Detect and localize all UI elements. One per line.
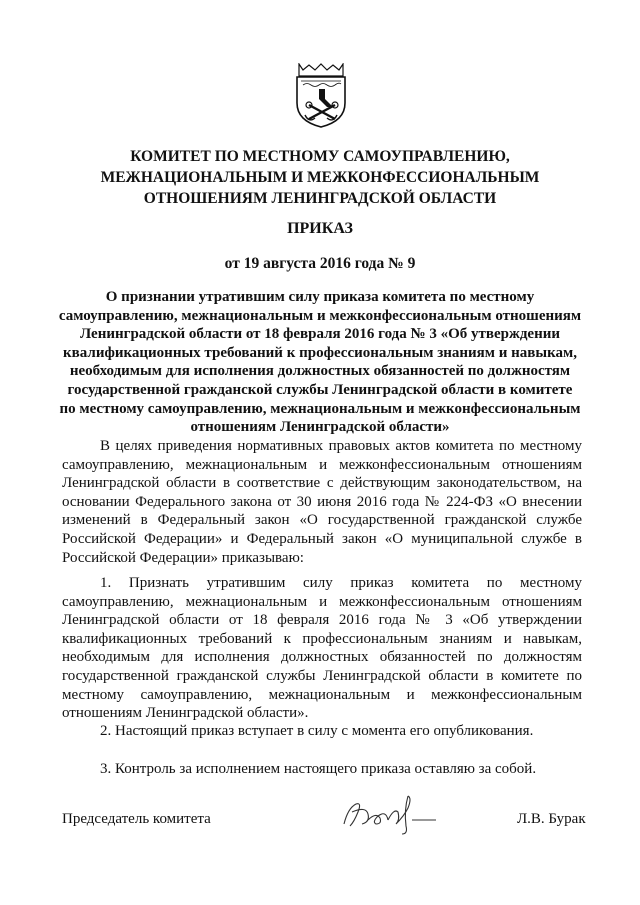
preamble-paragraph: В целях приведения нормативных правовых актов комитета по местному самоуправлению, межнациональным и межконфессиональным отношениям Ленинградской области в соответствие с действующим законодательством, на основании Федерального закона от 30 июня 2016 года № 224-ФЗ «О внесении изменений в Федеральный закон «О государственной гражданской службе Российской Федерации» и Федеральный закон «О муниципальной службе в Российской Федерации» приказываю: xyxy=(62,438,582,566)
org-line-1: КОМИТЕТ ПО МЕСТНОМУ САМОУПРАВЛЕНИЮ, xyxy=(130,148,510,165)
signatory-name: Л.В. Бурак xyxy=(517,811,586,827)
order-item-3: 3. Контроль за исполнением настоящего приказа оставляю за собой. xyxy=(100,761,537,777)
document-date: от 19 августа 2016 года № 9 xyxy=(224,255,416,272)
org-line-2: МЕЖНАЦИОНАЛЬНЫМ И МЕЖКОНФЕССИОНАЛЬНЫМ xyxy=(100,169,540,186)
organization-name xyxy=(60,146,580,209)
org-line-3: ОТНОШЕНИЯМ ЛЕНИНГРАДСКОЙ ОБЛАСТИ xyxy=(143,190,497,207)
signature-icon xyxy=(338,790,444,838)
document-type: ПРИКАЗ xyxy=(287,220,353,237)
order-item-2: 2. Настоящий приказ вступает в силу с момента его опубликования. xyxy=(100,723,534,739)
signatory-title: Председатель комитета xyxy=(62,811,211,827)
document-subject: О признании утратившим силу приказа комитета по местному самоуправлению, межнациональным и межконфессиональным отношениям Ленинградской области от 18 февраля 2016 года № 3 «Об утверждении квалификационных требований к профессиональным знаниям и навыкам, необходимым для исполнения должностных обязанностей по должностям государственной гражданской службы Ленинградской области в комитете по местному самоуправлению, межнациональным и межконфессиональным отношениям Ленинградской области» xyxy=(58,289,582,436)
order-item-1: 1. Признать утратившим силу приказ комитета по местному самоуправлению, межнациональным и межконфессиональным отношениям Ленинградской области от 18 февраля 2016 года № 3 «Об утверждении квалификационных требований к профессиональным знаниям и навыкам, необходимым для исполнения должностных обязанностей по должностям государственной гражданской службы Ленинградской области в комитете по местному самоуправлению, межнациональным и межконфессиональным отношениям Ленинградской области». xyxy=(62,575,582,722)
coat-of-arms-icon xyxy=(295,63,347,129)
